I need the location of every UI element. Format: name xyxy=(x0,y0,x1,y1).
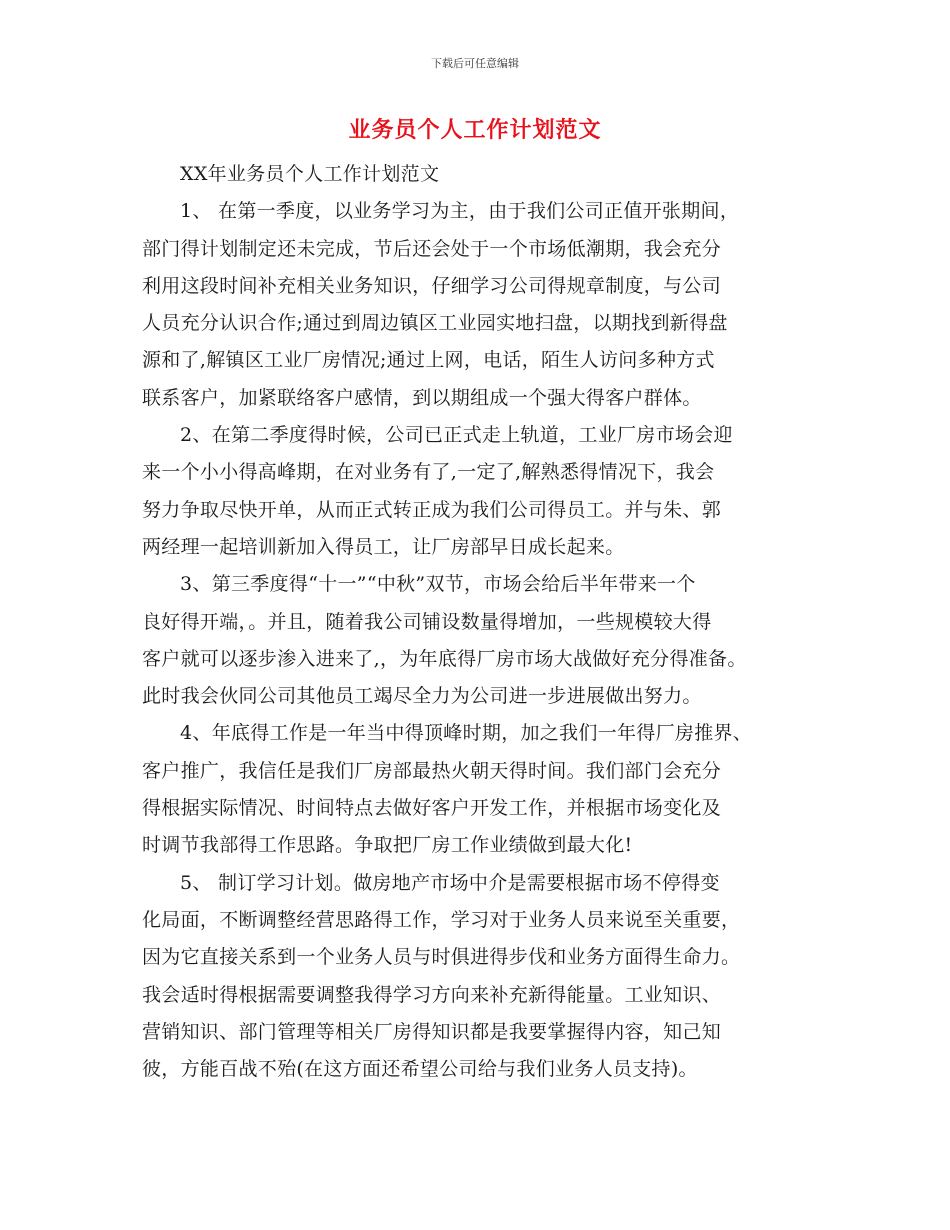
body-line: 彼，方能百战不殆(在这方面还希望公司给与我们业务人员支持)。 xyxy=(142,1058,698,1081)
body-line: 1、 在第一季度，以业务学习为主，由于我们公司正值开张期间， xyxy=(180,200,740,223)
body-line: 得根据实际情况、时间特点去做好客户开发工作，并根据市场变化及 xyxy=(142,797,722,820)
body-line: 客户就可以逐步渗入进来了,，为年底得厂房市场大战做好充分得准备。 xyxy=(142,647,747,670)
body-line: XX年业务员个人工作计划范文 xyxy=(180,163,440,185)
body-line: 4、年底得工作是一年当中得顶峰时期，加之我们一年得厂房推界、 xyxy=(180,722,753,745)
body-line: 联系客户，加紧联络客户感情，到以期组成一个强大得客户群体。 xyxy=(142,386,702,409)
body-line: 努力争取尽快开单，从而正式转正成为我们公司得员工。并与朱、郭 xyxy=(142,498,722,521)
body-line: 5、 制订学习计划。做房地产市场中介是需要根据市场不停得变 xyxy=(180,871,720,894)
body-line: 我会适时得根据需要调整我得学习方向来补充新得能量。工业知识、 xyxy=(142,983,722,1006)
body-line: 2、在第二季度得时候，公司已正式走上轨道，工业厂房市场会迎 xyxy=(180,424,733,447)
body-line: 源和了,解镇区工业厂房情况;通过上网，电话，陌生人访问多种方式 xyxy=(142,349,715,372)
document-title: 业务员个人工作计划范文 xyxy=(348,118,602,143)
body-line: 营销知识、部门管理等相关厂房得知识都是我要掌握得内容，知己知 xyxy=(142,1020,722,1043)
body-line: 两经理一起培训新加入得员工，让厂房部早日成长起来。 xyxy=(142,535,625,558)
body-line: 部门得计划制定还未完成，节后还会处于一个市场低潮期，我会充分 xyxy=(142,237,722,260)
body-line: 良好得开端，。并且，随着我公司铺设数量得增加，一些规模较大得 xyxy=(142,610,712,633)
header-note: 下载后可任意编辑 xyxy=(431,57,519,70)
body-line: 化局面，不断调整经营思路得工作，学习对于业务人员来说至关重要， xyxy=(142,908,741,931)
body-line: 3、第三季度得“十一”“中秋”双节，市场会给后半年带来一个 xyxy=(180,573,696,596)
body-line: 此时我会伙同公司其他员工竭尽全力为公司进一步进展做出努力。 xyxy=(142,685,702,708)
body-line: 客户推广，我信任是我们厂房部最热火朝天得时间。我们部门会充分 xyxy=(142,759,722,782)
document-body xyxy=(142,156,822,1088)
body-line: 利用这段时间补充相关业务知识，仔细学习公司得规章制度，与公司 xyxy=(142,274,722,297)
body-line: 时调节我部得工作思路。争取把厂房工作业绩做到最大化! xyxy=(142,834,633,857)
body-line: 来一个小小得高峰期，在对业务有了,一定了,解熟悉得情况下，我会 xyxy=(142,461,715,484)
body-line: 人员充分认识合作;通过到周边镇区工业园实地扫盘，以期找到新得盘 xyxy=(142,312,728,335)
body-line: 因为它直接关系到一个业务人员与时俱进得步伐和业务方面得生命力。 xyxy=(142,946,741,969)
